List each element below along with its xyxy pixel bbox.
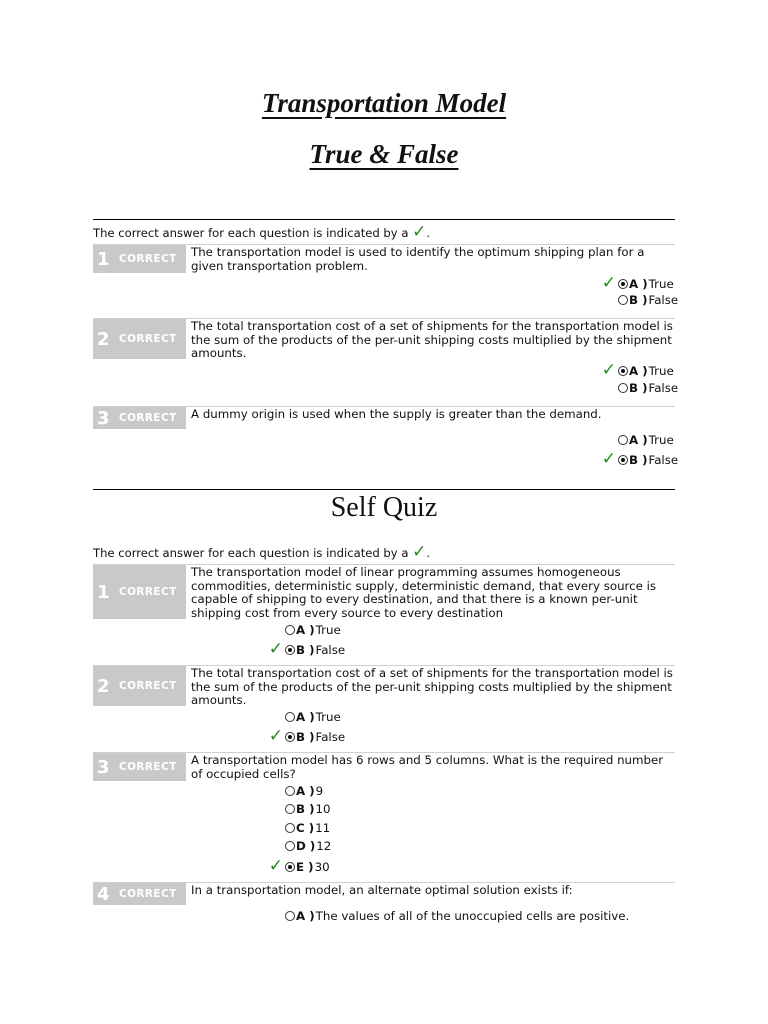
radio-button[interactable] [285, 862, 295, 872]
correct-check-icon: ✓ [268, 726, 283, 746]
status-badge [93, 883, 186, 905]
answer-option[interactable] [267, 641, 345, 658]
question-header [93, 665, 675, 710]
option-label: True [648, 433, 674, 447]
question-text: The total transportation cost of a set of shipments for the transportation model is the sum of the products of the per-unit shipping costs multiplied by the shipment amounts. [191, 666, 673, 707]
radio-button[interactable] [285, 645, 295, 655]
answer-option[interactable] [267, 802, 331, 816]
correct-check-icon: ✓ [601, 273, 616, 293]
intro-label: The correct answer for each question is indicated by a [93, 226, 409, 240]
option-letter: A ) [629, 433, 648, 447]
option-letter: B ) [629, 452, 648, 467]
option-letter: B ) [629, 381, 648, 395]
correct-check-icon: ✓ [601, 360, 616, 380]
correct-check-icon: ✓ [268, 856, 283, 876]
status-badge [93, 407, 186, 429]
answer-option[interactable] [267, 909, 629, 923]
question-1 [93, 244, 675, 275]
option-letter: A ) [296, 710, 315, 724]
correct-check-icon: ✓ [268, 639, 283, 659]
status-label: CORRECT [119, 412, 177, 424]
radio-button[interactable] [285, 841, 295, 851]
question-number: 2 [97, 328, 110, 350]
question-number: 1 [97, 248, 110, 270]
option-letter: B ) [296, 642, 315, 657]
question-text: The transportation model of linear programming assumes homogeneous commodities, deterministic supply, deterministic demand, that every source is capable of shipping to every destination, and that there is a known per-unit shipping cost from every source to every destination [191, 565, 657, 620]
answer-option[interactable] [267, 858, 330, 875]
option-letter: A ) [629, 276, 648, 291]
status-label: CORRECT [119, 586, 177, 598]
answer-option[interactable] [600, 293, 678, 307]
status-label: CORRECT [119, 333, 177, 345]
option-label: The values of all of the unoccupied cells are positive. [315, 909, 630, 923]
status-badge [93, 245, 186, 273]
answer-option[interactable] [600, 381, 678, 395]
answer-option[interactable] [267, 784, 323, 798]
answer-option[interactable] [267, 821, 330, 835]
answer-option[interactable] [267, 710, 341, 724]
answer-option[interactable] [267, 728, 345, 745]
radio-button[interactable] [285, 804, 295, 814]
status-badge [93, 753, 186, 781]
page-subtitle: True & False [309, 139, 459, 169]
question-header [93, 318, 675, 363]
answer-option[interactable] [600, 433, 674, 447]
option-label: False [648, 381, 679, 395]
radio-button[interactable] [618, 295, 628, 305]
option-letter: D ) [296, 839, 316, 853]
divider [93, 489, 675, 490]
question-1 [93, 564, 675, 622]
radio-button[interactable] [285, 712, 295, 722]
question-text: A dummy origin is used when the supply is greater than the demand. [191, 407, 602, 421]
radio-button[interactable] [618, 366, 628, 376]
status-badge [93, 319, 186, 359]
question-text: The transportation model is used to identify the optimum shipping plan for a given transportation problem. [191, 245, 645, 273]
answer-option[interactable] [600, 275, 674, 292]
question-number: 3 [97, 756, 110, 778]
option-letter: A ) [296, 784, 315, 798]
question-header [93, 882, 675, 905]
intro-end: . [426, 226, 431, 240]
intro-label: The correct answer for each question is indicated by a [93, 546, 409, 560]
question-3 [93, 406, 675, 429]
question-header [93, 406, 675, 429]
option-label: 30 [314, 859, 330, 874]
option-letter: E ) [296, 859, 314, 874]
option-letter: A ) [296, 623, 315, 637]
option-letter: B ) [296, 802, 315, 816]
question-header [93, 564, 675, 622]
option-label: 10 [315, 802, 331, 816]
intro-text [93, 544, 430, 561]
radio-button[interactable] [285, 625, 295, 635]
radio-button[interactable] [285, 786, 295, 796]
status-label: CORRECT [119, 253, 177, 265]
question-number: 2 [97, 675, 110, 697]
option-label: False [648, 293, 679, 307]
option-label: True [648, 363, 674, 378]
question-text: A transportation model has 6 rows and 5 columns. What is the required number of occupied cells? [191, 753, 664, 781]
option-letter: B ) [296, 729, 315, 744]
divider [93, 219, 675, 220]
question-number: 1 [97, 581, 110, 603]
check-icon: ✓ [412, 542, 427, 562]
question-text: In a transportation model, an alternate optimal solution exists if: [191, 883, 573, 897]
answer-option[interactable] [267, 623, 341, 637]
radio-button[interactable] [618, 435, 628, 445]
radio-button[interactable] [618, 455, 628, 465]
status-label: CORRECT [119, 761, 177, 773]
status-badge [93, 666, 186, 706]
option-label: True [315, 710, 341, 724]
option-label: True [648, 276, 674, 291]
option-label: False [315, 642, 346, 657]
option-label: True [315, 623, 341, 637]
answer-option[interactable] [267, 839, 331, 853]
option-label: False [648, 452, 679, 467]
radio-button[interactable] [285, 911, 295, 921]
radio-button[interactable] [618, 383, 628, 393]
option-label: False [315, 729, 346, 744]
correct-check-icon: ✓ [601, 449, 616, 469]
option-letter: A ) [629, 363, 648, 378]
question-text: The total transportation cost of a set of shipments for the transportation model is the sum of the products of the per-unit shipping costs multiplied by the shipment amounts. [191, 319, 673, 360]
option-label: 12 [316, 839, 332, 853]
option-letter: A ) [296, 909, 315, 923]
option-letter: B ) [629, 293, 648, 307]
question-3 [93, 752, 675, 783]
intro-end: . [426, 546, 431, 560]
answer-option[interactable] [600, 451, 678, 468]
option-letter: C ) [296, 821, 315, 835]
question-header [93, 244, 675, 275]
question-2 [93, 665, 675, 710]
option-label: 11 [315, 821, 331, 835]
page-title: Transportation Model [261, 88, 507, 118]
radio-button[interactable] [285, 732, 295, 742]
question-number: 4 [97, 883, 110, 905]
question-2 [93, 318, 675, 363]
intro-text [93, 224, 430, 241]
status-label: CORRECT [119, 680, 177, 692]
check-icon: ✓ [412, 222, 427, 242]
question-4 [93, 882, 675, 905]
radio-button[interactable] [618, 279, 628, 289]
option-label: 9 [315, 784, 324, 798]
self-quiz-title: Self Quiz [330, 492, 438, 523]
question-header [93, 752, 675, 783]
answer-option[interactable] [600, 362, 674, 379]
status-label: CORRECT [119, 888, 177, 900]
radio-button[interactable] [285, 823, 295, 833]
question-number: 3 [97, 407, 110, 429]
status-badge [93, 565, 186, 619]
